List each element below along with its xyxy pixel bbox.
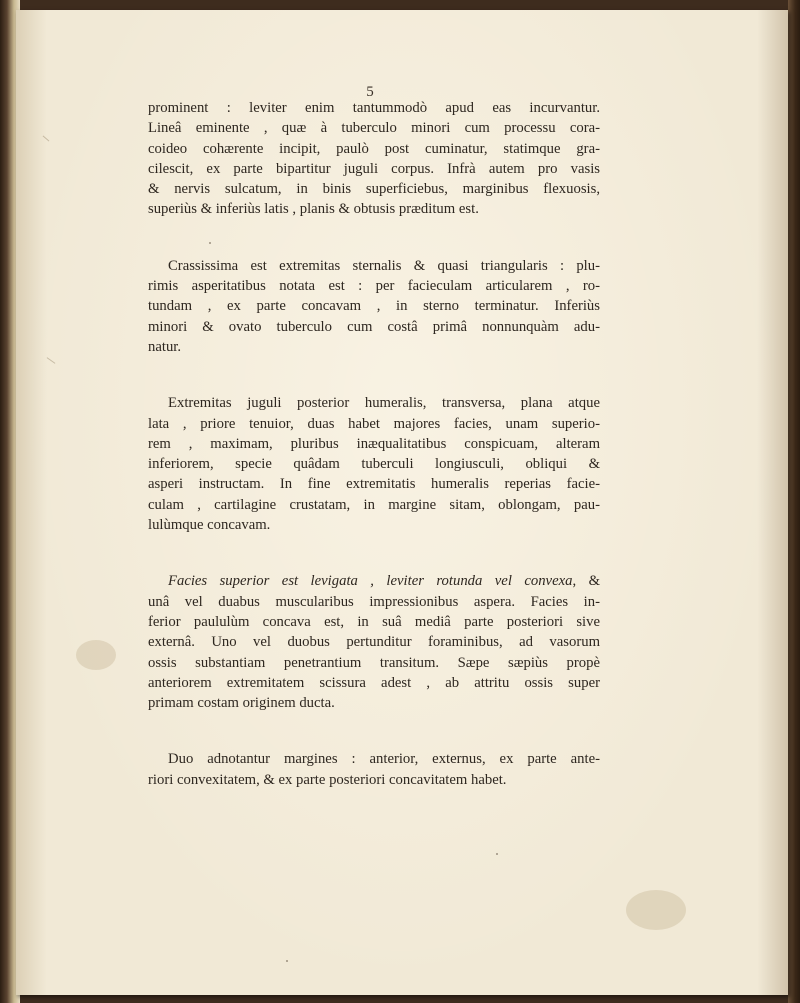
- text-line: cilescit, ex parte bipartitur juguli corpus. Infrà autem pro vasis: [148, 160, 600, 177]
- text-line: ferior paululùm concava est, in suâ mediâ parte posteriori sive: [148, 613, 600, 630]
- text-line: Extremitas juguli posterior humeralis, transversa, plana atque: [168, 395, 600, 412]
- paragraph-gap: [148, 713, 600, 733]
- text-line: coideo cohærente incipit, paulò post cuminatur, statimque gra-: [148, 140, 600, 157]
- paragraph-gap: [148, 733, 600, 749]
- text-line: superiùs & inferiùs latis , planis & obtusis præditum est.: [148, 201, 479, 218]
- paragraph-gap: [148, 535, 600, 555]
- text-line: Lineâ eminente , quæ à tuberculo minori cum processu cora-: [148, 120, 600, 137]
- paragraph-gap: [148, 377, 600, 393]
- page-number: 5: [366, 84, 374, 100]
- text-line: & nervis sulcatum, in binis superficiebus, marginibus flexuosis,: [148, 181, 600, 198]
- text-line: inferiorem, specie quâdam tuberculi longiusculi, obliqui &: [148, 456, 600, 473]
- text-line: natur.: [148, 338, 182, 355]
- paper-speck: [496, 853, 498, 855]
- paragraph-gap: [148, 357, 600, 377]
- paper-stain: [626, 890, 686, 930]
- text-line: rem , maximam, pluribus inæqualitatibus conspicuam, alteram: [148, 435, 600, 452]
- text-line: anteriorem extremitatem scissura adest , ab attritu ossis super: [148, 674, 600, 691]
- paragraph-2: [148, 256, 600, 357]
- paragraph-gap: [148, 220, 600, 240]
- paper-scratch: [43, 136, 50, 142]
- paragraph-1: [148, 98, 600, 220]
- text-line: ossis substantiam penetrantium transitum. Sæpe sæpiùs propè: [148, 654, 600, 671]
- text-line: Crassissima est extremitas sternalis & quasi triangularis : plu-: [168, 257, 600, 274]
- text-line: primam costam originem ducta.: [148, 695, 335, 712]
- paragraph-3: [148, 393, 600, 535]
- paragraph-4: [148, 571, 600, 713]
- paper-stain: [76, 640, 116, 670]
- text-line: lata , priore tenuior, duas habet majores facies, unam superio-: [148, 415, 600, 432]
- text-line: rimis asperitatibus notata est : per facieculam articularem , ro-: [148, 278, 600, 295]
- text-line: asperi instructam. In fine extremitatis humeralis reperias facie-: [148, 476, 600, 493]
- book-cover-edge: [788, 0, 800, 1003]
- text-line: lulùmque concavam.: [148, 517, 271, 534]
- text-line: riori convexitatem, & ex parte posteriori concavitatem habet.: [148, 771, 507, 788]
- paragraph-gap: [148, 240, 600, 256]
- text-line: unâ vel duabus muscularibus impressionibus aspera. Facies in-: [148, 593, 600, 610]
- text-line: tundam , ex parte concavam , in sterno terminatur. Inferiùs: [148, 298, 600, 315]
- paper-scratch: [47, 357, 56, 364]
- text-line: Facies superior est levigata , leviter rotunda vel convexa, &: [168, 573, 600, 590]
- paragraph-gap: [148, 555, 600, 571]
- text-line: externâ. Uno vel duobus pertunditur foraminibus, ad vasorum: [148, 634, 600, 651]
- text-line: Duo adnotantur margines : anterior, externus, ex parte ante-: [168, 751, 600, 768]
- text-line: minori & ovato tuberculo cum costâ primâ nonnunquàm adu-: [148, 318, 600, 335]
- paragraph-5: [148, 749, 600, 790]
- text-line: culam , cartilagine crustatam, in margine sitam, oblongam, pau-: [148, 496, 600, 513]
- text-line: prominent : leviter enim tantummodò apud eas incurvantur.: [148, 100, 600, 116]
- paper-speck: [286, 960, 288, 962]
- body-text: [148, 98, 600, 790]
